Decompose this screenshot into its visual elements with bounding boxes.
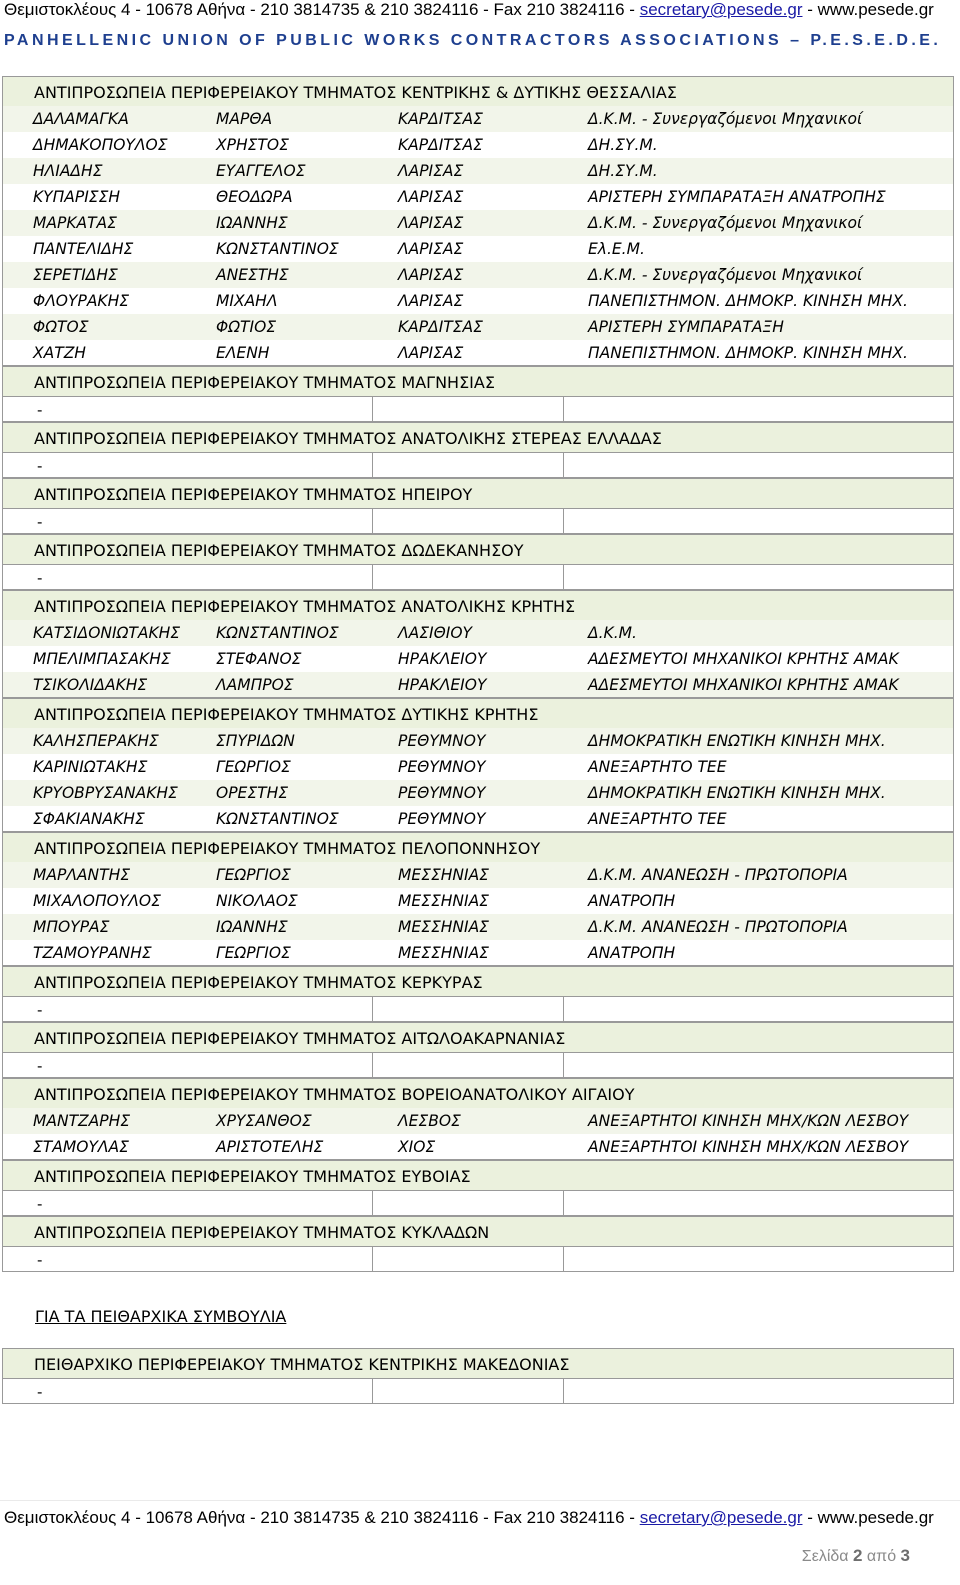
region-cell: ΛΑΡΙΣΑΣ (398, 266, 464, 284)
empty-cell (373, 1053, 564, 1077)
empty-marker: - (3, 1379, 373, 1403)
surname-cell: ΔΑΛΑΜΑΓΚΑ (33, 110, 129, 128)
table-row (2, 288, 954, 314)
gap (2, 1330, 954, 1348)
empty-cell (373, 997, 564, 1021)
table-row (2, 340, 954, 366)
empty-cell (373, 1247, 564, 1271)
region-cell: ΡΕΘΥΜΝΟΥ (398, 758, 486, 776)
surname-cell: ΚΡΥΟΒΡΥΣΑΝΑΚΗΣ (33, 784, 178, 802)
firstname-cell: ΙΩΑΝΝΗΣ (216, 918, 288, 936)
firstname-cell: ΙΩΑΝΝΗΣ (216, 214, 288, 232)
page-current: 2 (852, 1546, 863, 1565)
region-cell: ΛΑΡΙΣΑΣ (398, 162, 464, 180)
firstname-cell: ΣΤΕΦΑΝΟΣ (216, 650, 302, 668)
empty-marker: - (3, 453, 373, 477)
empty-row (2, 1190, 954, 1216)
empty-cell (564, 1247, 953, 1271)
region-cell: ΡΕΘΥΜΝΟΥ (398, 732, 486, 750)
firstname-cell: ΚΩΝΣΤΑΝΤΙΝΟΣ (216, 624, 339, 642)
empty-cell (564, 509, 953, 533)
region-cell: ΛΑΣΙΘΙΟΥ (398, 624, 473, 642)
faction-cell: ΑΝΕΞΑΡΤΗΤΟΙ ΚΙΝΗΣΗ ΜΗΧ/ΚΩΝ ΛΕΣΒΟΥ (588, 1112, 909, 1130)
section-heading: ΑΝΤΙΠΡΟΣΩΠΕΙΑ ΠΕΡΙΦΕΡΕΙΑΚΟΥ ΤΜΗΜΑΤΟΣ ΚΕΝΤΡΙΚΗΣ & ΔΥΤΙΚΗΣ ΘΕΣΣΑΛΙΑΣ (2, 76, 954, 106)
table-row (2, 672, 954, 698)
region-cell: ΗΡΑΚΛΕΙΟΥ (398, 676, 487, 694)
empty-row (2, 508, 954, 534)
empty-cell (373, 397, 564, 421)
section-heading: ΑΝΤΙΠΡΟΣΩΠΕΙΑ ΠΕΡΙΦΕΡΕΙΑΚΟΥ ΤΜΗΜΑΤΟΣ ΒΟΡΕΙΟΑΝΑΤΟΛΙΚΟΥ ΑΙΓΑΙΟΥ (2, 1078, 954, 1108)
region-cell: ΜΕΣΣΗΝΙΑΣ (398, 892, 489, 910)
table-row (2, 184, 954, 210)
section-heading: ΑΝΤΙΠΡΟΣΩΠΕΙΑ ΠΕΡΙΦΕΡΕΙΑΚΟΥ ΤΜΗΜΑΤΟΣ ΕΥΒΟΙΑΣ (2, 1160, 954, 1190)
footer-sep: - (802, 1508, 818, 1527)
surname-cell: ΜΑΡΚΑΤΑΣ (33, 214, 117, 232)
faction-cell: ΑΔΕΣΜΕΥΤΟΙ ΜΗΧΑΝΙΚΟΙ ΚΡΗΤΗΣ ΑΜΑΚ (588, 650, 899, 668)
firstname-cell: ΣΠΥΡΙΔΩΝ (216, 732, 295, 750)
surname-cell: ΔΗΜΑΚΟΠΟΥΛΟΣ (33, 136, 168, 154)
firstname-cell: ΛΑΜΠΡΟΣ (216, 676, 294, 694)
empty-cell (564, 1191, 953, 1215)
faction-cell: ΠΑΝΕΠΙΣΤΗΜΟΝ. ΔΗΜΟΚΡ. ΚΙΝΗΣΗ ΜΗΧ. (588, 292, 908, 310)
faction-cell: Δ.Κ.Μ. ΑΝΑΝΕΩΣΗ - ΠΡΩΤΟΠΟΡΙΑ (588, 918, 848, 936)
table-row (2, 728, 954, 754)
firstname-cell: ΧΡΗΣΤΟΣ (216, 136, 289, 154)
region-cell: ΛΑΡΙΣΑΣ (398, 292, 464, 310)
region-cell: ΛΑΡΙΣΑΣ (398, 344, 464, 362)
empty-marker: - (3, 1053, 373, 1077)
footer-website[interactable]: www.pesede.gr (817, 1508, 934, 1527)
empty-row (2, 1246, 954, 1272)
section-heading: ΑΝΤΙΠΡΟΣΩΠΕΙΑ ΠΕΡΙΦΕΡΕΙΑΚΟΥ ΤΜΗΜΑΤΟΣ ΗΠΕΙΡΟΥ (2, 478, 954, 508)
empty-cell (564, 997, 953, 1021)
table-row (2, 806, 954, 832)
empty-row (2, 452, 954, 478)
footer-email-link[interactable]: secretary@pesede.gr (639, 1508, 803, 1527)
section-heading: ΑΝΤΙΠΡΟΣΩΠΕΙΑ ΠΕΡΙΦΕΡΕΙΑΚΟΥ ΤΜΗΜΑΤΟΣ ΚΕΡΚΥΡΑΣ (2, 966, 954, 996)
header-address: Θεμιστοκλέους 4 - 10678 Αθήνα - 210 3814735 & 210 3824116 - Fax 210 3824116 - (4, 0, 640, 19)
firstname-cell: ΜΙΧΑΗΛ (216, 292, 278, 310)
surname-cell: ΣΤΑΜΟΥΛΑΣ (33, 1138, 129, 1156)
region-cell: ΜΕΣΣΗΝΙΑΣ (398, 918, 489, 936)
empty-cell (373, 1379, 564, 1403)
region-cell: ΗΡΑΚΛΕΙΟΥ (398, 650, 487, 668)
faction-cell: ΑΝΕΞΑΡΤΗΤΟ ΤΕΕ (588, 758, 727, 776)
table-row (2, 1134, 954, 1160)
empty-marker: - (3, 1191, 373, 1215)
empty-cell (373, 453, 564, 477)
surname-cell: ΜΑΝΤΖΑΡΗΣ (33, 1112, 131, 1130)
table-row (2, 236, 954, 262)
faction-cell: ΔΗ.ΣΥ.Μ. (588, 136, 658, 154)
region-cell: ΚΑΡΔΙΤΣΑΣ (398, 110, 483, 128)
firstname-cell: ΜΑΡΘΑ (216, 110, 273, 128)
faction-cell: Δ.Κ.Μ. (588, 624, 637, 642)
table-row (2, 914, 954, 940)
firstname-cell: ΑΝΕΣΤΗΣ (216, 266, 289, 284)
section-heading: ΑΝΤΙΠΡΟΣΩΠΕΙΑ ΠΕΡΙΦΕΡΕΙΑΚΟΥ ΤΜΗΜΑΤΟΣ ΔΥΤΙΚΗΣ ΚΡΗΤΗΣ (2, 698, 954, 728)
surname-cell: ΤΣΙΚΟΛΙΔΑΚΗΣ (33, 676, 148, 694)
firstname-cell: ΟΡΕΣΤΗΣ (216, 784, 289, 802)
header-contact-line (4, 0, 934, 20)
faction-cell: ΑΡΙΣΤΕΡΗ ΣΥΜΠΑΡΑΤΑΞΗ ΑΝΑΤΡΟΠΗΣ (588, 188, 886, 206)
empty-row (2, 564, 954, 590)
table-row (2, 754, 954, 780)
faction-cell: ΑΔΕΣΜΕΥΤΟΙ ΜΗΧΑΝΙΚΟΙ ΚΡΗΤΗΣ ΑΜΑΚ (588, 676, 899, 694)
empty-marker: - (3, 509, 373, 533)
region-cell: ΛΑΡΙΣΑΣ (398, 188, 464, 206)
faction-cell: ΑΝΑΤΡΟΠΗ (588, 892, 676, 910)
region-cell: ΧΙΟΣ (398, 1138, 436, 1156)
region-cell: ΛΕΣΒΟΣ (398, 1112, 461, 1130)
section-heading: ΑΝΤΙΠΡΟΣΩΠΕΙΑ ΠΕΡΙΦΕΡΕΙΑΚΟΥ ΤΜΗΜΑΤΟΣ ΑΝΑΤΟΛΙΚΗΣ ΚΡΗΤΗΣ (2, 590, 954, 620)
surname-cell: ΚΥΠΑΡΙΣΣΗ (33, 188, 121, 206)
empty-cell (564, 1379, 953, 1403)
footer-address: Θεμιστοκλέους 4 - 10678 Αθήνα - 210 3814735 & 210 3824116 - Fax 210 3824116 - (4, 1508, 640, 1527)
faction-cell: ΑΡΙΣΤΕΡΗ ΣΥΜΠΑΡΑΤΑΞΗ (588, 318, 784, 336)
surname-cell: ΗΛΙΑΔΗΣ (33, 162, 103, 180)
faction-cell: ΑΝΕΞΑΡΤΗΤΟ ΤΕΕ (588, 810, 727, 828)
empty-cell (564, 397, 953, 421)
table-row (2, 262, 954, 288)
header-website[interactable]: www.pesede.gr (817, 0, 934, 19)
table-row (2, 210, 954, 236)
surname-cell: ΤΖΑΜΟΥΡΑΝΗΣ (33, 944, 152, 962)
table-row (2, 620, 954, 646)
table-row (2, 314, 954, 340)
section-heading: ΑΝΤΙΠΡΟΣΩΠΕΙΑ ΠΕΡΙΦΕΡΕΙΑΚΟΥ ΤΜΗΜΑΤΟΣ ΠΕΛΟΠΟΝΝΗΣΟΥ (2, 832, 954, 862)
union-name: PANHELLENIC UNION OF PUBLIC WORKS CONTRACTORS ASSOCIATIONS – P.E.S.E.D.E. (4, 32, 942, 49)
section-heading: ΑΝΤΙΠΡΟΣΩΠΕΙΑ ΠΕΡΙΦΕΡΕΙΑΚΟΥ ΤΜΗΜΑΤΟΣ ΑΙΤΩΛΟΑΚΑΡΝΑΝΙΑΣ (2, 1022, 954, 1052)
surname-cell: ΦΩΤΟΣ (33, 318, 89, 336)
section-heading: ΠΕΙΘΑΡΧΙΚΟ ΠΕΡΙΦΕΡΕΙΑΚΟΥ ΤΜΗΜΑΤΟΣ ΚΕΝΤΡΙΚΗΣ ΜΑΚΕΔΟΝΙΑΣ (2, 1348, 954, 1378)
table-row (2, 940, 954, 966)
faction-cell: ΑΝΕΞΑΡΤΗΤΟΙ ΚΙΝΗΣΗ ΜΗΧ/ΚΩΝ ΛΕΣΒΟΥ (588, 1138, 909, 1156)
section-heading: ΑΝΤΙΠΡΟΣΩΠΕΙΑ ΠΕΡΙΦΕΡΕΙΑΚΟΥ ΤΜΗΜΑΤΟΣ ΑΝΑΤΟΛΙΚΗΣ ΣΤΕΡΕΑΣ ΕΛΛΑΔΑΣ (2, 422, 954, 452)
table-row (2, 888, 954, 914)
surname-cell: ΜΠΟΥΡΑΣ (33, 918, 110, 936)
firstname-cell: ΧΡΥΣΑΝΘΟΣ (216, 1112, 312, 1130)
firstname-cell: ΝΙΚΟΛΑΟΣ (216, 892, 298, 910)
disciplinary-title: ΓΙΑ ΤΑ ΠΕΙΘΑΡΧΙΚΑ ΣΥΜΒΟΥΛΙΑ (35, 1307, 287, 1326)
faction-cell: ΔΗ.ΣΥ.Μ. (588, 162, 658, 180)
surname-cell: ΜΠΕΛΙΜΠΑΣΑΚΗΣ (33, 650, 171, 668)
empty-marker: - (3, 997, 373, 1021)
page-number (802, 1546, 910, 1566)
table-row (2, 106, 954, 132)
region-cell: ΛΑΡΙΣΑΣ (398, 214, 464, 232)
empty-cell (373, 509, 564, 533)
region-cell: ΛΑΡΙΣΑΣ (398, 240, 464, 258)
region-cell: ΚΑΡΔΙΤΣΑΣ (398, 318, 483, 336)
section-heading: ΑΝΤΙΠΡΟΣΩΠΕΙΑ ΠΕΡΙΦΕΡΕΙΑΚΟΥ ΤΜΗΜΑΤΟΣ ΜΑΓΝΗΣΙΑΣ (2, 366, 954, 396)
section-heading: ΑΝΤΙΠΡΟΣΩΠΕΙΑ ΠΕΡΙΦΕΡΕΙΑΚΟΥ ΤΜΗΜΑΤΟΣ ΔΩΔΕΚΑΝΗΣΟΥ (2, 534, 954, 564)
faction-cell: Δ.Κ.Μ. - Συνεργαζόμενοι Μηχανικοί (588, 110, 863, 128)
empty-row (2, 1378, 954, 1404)
faction-cell: Ελ.Ε.Μ. (588, 240, 645, 258)
page-middle: από (862, 1548, 901, 1565)
region-cell: ΡΕΘΥΜΝΟΥ (398, 810, 486, 828)
firstname-cell: ΓΕΩΡΓΙΟΣ (216, 758, 291, 776)
faction-cell: ΔΗΜΟΚΡΑΤΙΚΗ ΕΝΩΤΙΚΗ ΚΙΝΗΣΗ ΜΗΧ. (588, 732, 886, 750)
table-row (2, 1108, 954, 1134)
footer-contact-line (4, 1508, 934, 1528)
empty-cell (564, 1053, 953, 1077)
firstname-cell: ΓΕΩΡΓΙΟΣ (216, 866, 291, 884)
empty-row (2, 996, 954, 1022)
region-cell: ΡΕΘΥΜΝΟΥ (398, 784, 486, 802)
page-total: 3 (900, 1546, 910, 1565)
region-cell: ΜΕΣΣΗΝΙΑΣ (398, 944, 489, 962)
surname-cell: ΠΑΝΤΕΛΙΔΗΣ (33, 240, 134, 258)
representatives-table (2, 76, 954, 1404)
faction-cell: Δ.Κ.Μ. - Συνεργαζόμενοι Μηχανικοί (588, 266, 863, 284)
surname-cell: ΣΕΡΕΤΙΔΗΣ (33, 266, 118, 284)
footer-divider (0, 1500, 960, 1501)
empty-row (2, 1052, 954, 1078)
firstname-cell: ΚΩΝΣΤΑΝΤΙΝΟΣ (216, 240, 339, 258)
firstname-cell: ΓΕΩΡΓΙΟΣ (216, 944, 291, 962)
header-email-link[interactable]: secretary@pesede.gr (639, 0, 803, 19)
empty-cell (373, 1191, 564, 1215)
surname-cell: ΣΦΑΚΙΑΝΑΚΗΣ (33, 810, 145, 828)
region-cell: ΚΑΡΔΙΤΣΑΣ (398, 136, 483, 154)
surname-cell: ΚΑΛΗΣΠΕΡΑΚΗΣ (33, 732, 159, 750)
section-heading: ΑΝΤΙΠΡΟΣΩΠΕΙΑ ΠΕΡΙΦΕΡΕΙΑΚΟΥ ΤΜΗΜΑΤΟΣ ΚΥΚΛΑΔΩΝ (2, 1216, 954, 1246)
surname-cell: ΜΙΧΑΛΟΠΟΥΛΟΣ (33, 892, 161, 910)
header-sep: - (802, 0, 818, 19)
empty-marker: - (3, 565, 373, 589)
faction-cell: Δ.Κ.Μ. ΑΝΑΝΕΩΣΗ - ΠΡΩΤΟΠΟΡΙΑ (588, 866, 848, 884)
empty-marker: - (3, 1247, 373, 1271)
firstname-cell: ΕΥΑΓΓΕΛΟΣ (216, 162, 306, 180)
surname-cell: ΜΑΡΛΑΝΤΗΣ (33, 866, 131, 884)
page-prefix: Σελίδα (801, 1548, 853, 1565)
table-row (2, 646, 954, 672)
faction-cell: ΑΝΑΤΡΟΠΗ (588, 944, 676, 962)
faction-cell: ΔΗΜΟΚΡΑΤΙΚΗ ΕΝΩΤΙΚΗ ΚΙΝΗΣΗ ΜΗΧ. (588, 784, 886, 802)
empty-cell (564, 565, 953, 589)
firstname-cell: ΚΩΝΣΤΑΝΤΙΝΟΣ (216, 810, 339, 828)
surname-cell: ΚΑΡΙΝΙΩΤΑΚΗΣ (33, 758, 148, 776)
empty-cell (564, 453, 953, 477)
firstname-cell: ΘΕΟΔΩΡΑ (216, 188, 293, 206)
firstname-cell: ΦΩΤΙΟΣ (216, 318, 277, 336)
surname-cell: ΧΑΤΖΗ (33, 344, 86, 362)
table-row (2, 862, 954, 888)
empty-cell (373, 565, 564, 589)
table-row (2, 158, 954, 184)
faction-cell: ΠΑΝΕΠΙΣΤΗΜΟΝ. ΔΗΜΟΚΡ. ΚΙΝΗΣΗ ΜΗΧ. (588, 344, 908, 362)
region-cell: ΜΕΣΣΗΝΙΑΣ (398, 866, 489, 884)
empty-marker: - (3, 397, 373, 421)
firstname-cell: ΑΡΙΣΤΟΤΕΛΗΣ (216, 1138, 324, 1156)
firstname-cell: ΕΛΕΝΗ (216, 344, 270, 362)
surname-cell: ΚΑΤΣΙΔΟΝΙΩΤΑΚΗΣ (33, 624, 181, 642)
faction-cell: Δ.Κ.Μ. - Συνεργαζόμενοι Μηχανικοί (588, 214, 863, 232)
table-row (2, 132, 954, 158)
empty-row (2, 396, 954, 422)
table-row (2, 780, 954, 806)
surname-cell: ΦΛΟΥΡΑΚΗΣ (33, 292, 130, 310)
